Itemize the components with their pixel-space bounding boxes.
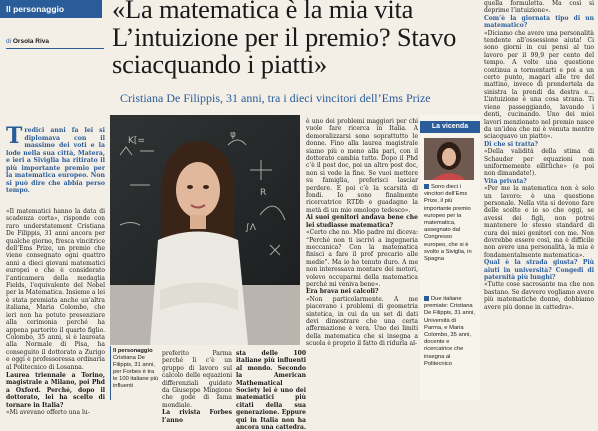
byline <box>6 38 49 45</box>
svg-text:K[=: K[= <box>128 136 145 146</box>
col2-question: La rivista Forbes l’anno <box>162 409 232 424</box>
column-4 <box>306 118 418 348</box>
drop-cap: T <box>6 123 23 149</box>
svg-text:R: R <box>260 188 267 198</box>
portrait-photo <box>110 115 300 345</box>
col6-body-5: «Tutte cose sacrosante ma che non bastano. Se davvero vogliamo avere più matematiche donne, dobbiamo avere più donne in cattedra». <box>484 281 594 311</box>
section-tag: Il personaggio <box>0 0 102 18</box>
bullet-square-icon <box>424 184 429 189</box>
col2-body: preferito Parma perché lì c’è un gruppo di lavoro sul calcolo delle equazioni differenziali guidato da Giuseppe Mingione che gode di fama mondiale. <box>162 350 232 409</box>
divider <box>6 48 104 49</box>
headline: «La matematica è la mia vita L’intuizione per il premio? Stavo sciacquando i piatti» <box>112 0 457 79</box>
column-6 <box>484 0 594 311</box>
column-1 <box>6 208 105 416</box>
col1-body: «Il matematici hanno la data di scadenza corta», risponde con raro understatement Cristiana De Filippis, 31 anni ancora per qualche giorno, fresca vincitrice dell’Ems Prize, un premio che viene consegnato ogni quattro anni a dieci giovani matematici europei e che è considerato l’anticamera della medaglia Fields, l’equivalente del Nobel per la Matematica. Insieme a lei è stata premiata anche un’altra italiana, Maria Colombo, che ieri non ha potuto presenziare alla cerimonia perché ha appena partorito il quarto figlio. Colombo, 35 anni, si è laureata alla Normale di Pisa, ha conseguito il dottorato a Zurigo e oggi è professoressa ordinaria al Politecnico di Losanna. <box>6 208 105 371</box>
col6-body-2: «Diciamo che avere una personalità tendente all’ossessione aiuta! Ci sono giorni in cui pensi al tuo lavoro per il 99,9 per cento del tempo. A volte una questione continua a tormentarti e poi a un certo punto, magari alle tre del mattino, invece di prendertela da sinistra la prendi da destra e… L’intuizione è una cosa strana. Ti viene passeggiando, lavando i denti, cucinando. Uno dei miei lavori menzionato nel premio nasce da un’idea che mi è venuta mentre sciacquavo un piatto». <box>484 29 594 141</box>
column-2 <box>162 350 232 424</box>
caption-title: Il personaggio <box>113 348 153 354</box>
svg-text:φ: φ <box>230 130 236 140</box>
col4-question-2: Era brava nei calcoli? <box>306 288 379 296</box>
sidebar-label: La vicenda <box>420 121 480 133</box>
portrait-illustration <box>110 115 300 345</box>
col4-body: è uno dei problemi maggiori per chi vuole fare ricerca in Italia. A demoralizzarsi sono soprattutto le donne. Fino alla laurea magistrale siamo più o meno alla pari, con il dottorato cambia tutto. Dopo il Phd c’è il post doc, poi un altro post doc, non si vede la fine. Se vuoi mettere su famiglia, preferisci lasciar perdere. E poi c’è la scarsità di fondi. Io sono finalmente ricercatrice RTDb e guadagno la metà di un mio omologo tedesco». <box>306 118 418 214</box>
author-name: Orsola Riva <box>12 38 50 45</box>
caption-text: Cristiana De Filippis, 31 anni, per Forbes è tra le 100 italiane più influenti <box>113 355 159 389</box>
svg-text:∫Λ: ∫Λ <box>245 223 256 233</box>
col6-question-4: Qual è la strada giusta? Più aiuti in università? Congedi di paternità più lunghi? <box>484 259 594 282</box>
col6-body: quella formuletta. Ma così si deprime l’intuizione». <box>484 0 594 15</box>
sidebar-text-2: Due italiane premiate: Cristiana De Filippis, 31 anni, Università di Parma, e Maria Colombo, 35 anni, docente e ricercatrice che insegna al Politecnico <box>424 296 475 367</box>
col4-question: Ai suoi genitori andava bene che lei studiasse matematica? <box>306 214 418 229</box>
bullet-square-icon <box>424 296 429 301</box>
lede-text: redici anni fa lei si diplomava con il massimo dei voti e la lode nella sua città, Matera, e ieri a Siviglia ha ritirato il più importante premio per la matematica europeo. Non si può dire che abbia perso tempo. <box>6 127 105 194</box>
lede <box>6 123 105 195</box>
column-3 <box>236 350 306 431</box>
byline-prefix: di <box>6 38 12 45</box>
caption-rule <box>110 346 111 400</box>
col6-question-2: Di che si tratta? <box>484 140 539 148</box>
col3-body: sta delle 100 italiane più influenti al mondo. Secondo la American Mathematical Society lei è uno dei matematici più citati della sua generazione. Eppure qui in Italia non ha ancora una cattedra. <box>236 350 306 431</box>
col4-body-2: «Certo che no. Mio padre mi diceva: “Perché non ti iscrivi a ingegneria meccanica? Con la matematica finisci a fare il prof precario alle medie”. Ma io ho tenuto duro. A me non interessava montare dei motori, volevo occuparmi della matematica perché mi veniva bene». <box>306 229 418 288</box>
col1-end: «Mi avevano offerto una lu- <box>6 408 90 416</box>
photo-caption <box>113 348 159 390</box>
sidebar-text-1: Sono dieci i vincitori dell’Ems Prize, il più importante premio europeo per la matematica, assegnato dal Congresso europeo, che si è svolto a Siviglia, in Spagna <box>424 184 472 263</box>
subhead: Cristiana De Filippis, 31 anni, tra i dieci vincitori dell’Ems Prize <box>120 91 431 105</box>
col6-question-3: Vita privata? <box>484 177 527 185</box>
col4-body-3: «Non particolarmente. A me piacevano i problemi di geometria sintetica, in cui da un set di dati devi dimostrare che una certa affermazione è vera. Uno dei limiti della matematica che si insegna a scuola è proprio il fatto di ridurla al- <box>306 295 418 348</box>
col6-question: Com’è la giornata tipo di un matematico? <box>484 14 594 30</box>
sidebar-portrait <box>424 138 474 180</box>
col1-question: Laurea triennale a Torino, magistrale a Milano, poi Phd a Oxford. Perché, dopo il dottorato, lei ha scelto di tornare in Italia? <box>6 371 105 409</box>
sidebar-photo <box>424 138 474 180</box>
col6-body-3: «Della validità della stima di Schauder per equazioni non uniformemente ellittiche» (e poi non dimandate!). <box>484 148 594 178</box>
col6-body-4: «Per me la matematica non è solo un lavoro: è una questione personale. Nella vita si devono fare delle scelte e io so che oggi, se avessi dei figli, non potrei mantenere lo stesso standard di cura dei miei genitori con me. Non dovrebbe essere così, ma è difficile non avere una personalità, la mia è fondamentalmente matematica». <box>484 185 594 259</box>
